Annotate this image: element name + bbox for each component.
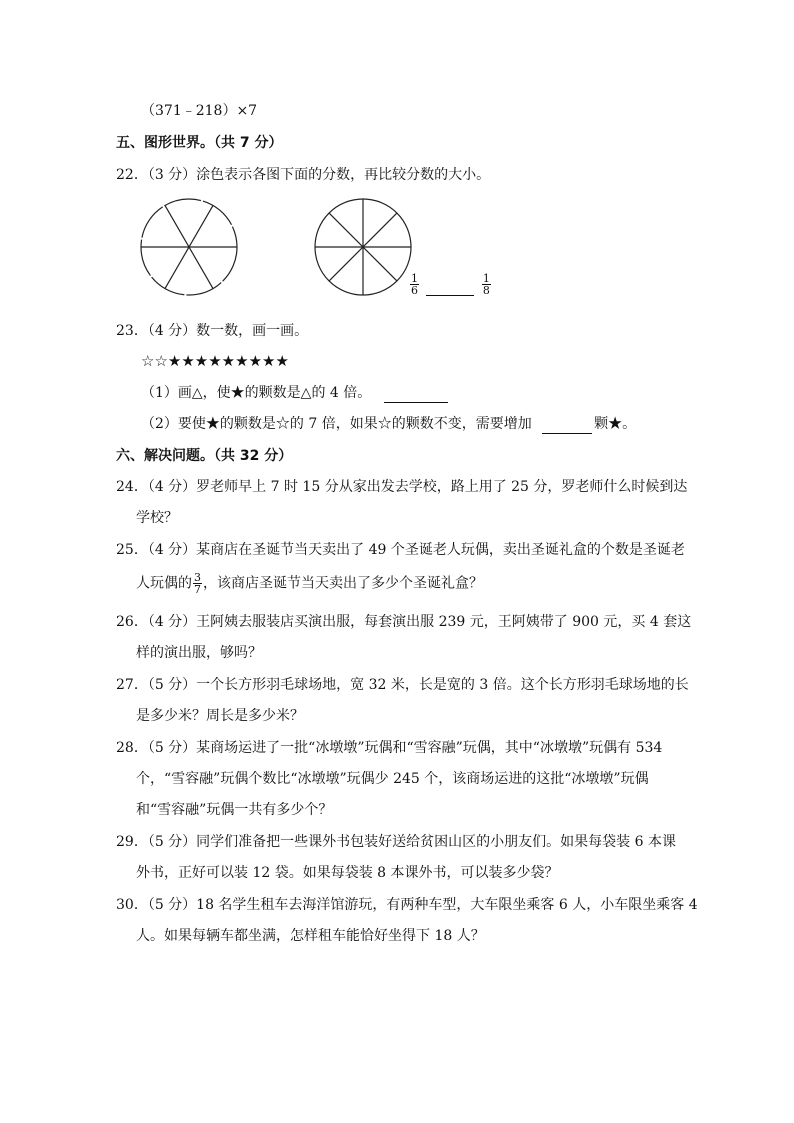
circle-six-parts <box>138 196 240 298</box>
section6-title: 六、解决问题。（共 32 分） <box>116 448 293 464</box>
q23-sub2 <box>141 414 636 434</box>
q25-line2 <box>136 572 483 595</box>
q26-line2: 样的演出服，够吗？ <box>136 645 262 661</box>
q25-line2-b: ，该商店圣诞节当天卖出了多少个圣诞礼盒？ <box>203 575 483 592</box>
q28-line3: 和“雪容融”玩偶一共有多少个？ <box>136 802 333 818</box>
q25-line2-a: 人玩偶的 <box>136 575 192 592</box>
q23-sub1 <box>141 383 448 403</box>
q23-sub2-text-b: 颗★。 <box>594 416 637 432</box>
fraction-one-sixth: $\frac{1}{6}$ <box>411 272 418 297</box>
q23-text: 数一数，画一画。 <box>196 323 309 339</box>
q29-line1: 29．（5 分）同学们准备把一些课外书包装好送给贫困山区的小朋友们。如果每袋装 6 本课 <box>116 834 676 850</box>
q30-line1: 30．（5 分）18 名学生租车去海洋馆游玩，有两种车型，大车限坐乘客 6 人，小车限坐乘客 4 <box>116 897 698 913</box>
q24-line2: 学校？ <box>136 510 178 526</box>
q28-line1: 28．（5 分）某商场运进了一批“冰墩墩”玩偶和“雪容融”玩偶，其中“冰墩墩”玩偶有 534 <box>116 740 663 756</box>
q23 <box>116 321 308 341</box>
fraction-one-eighth: $\frac{1}{8}$ <box>482 272 490 297</box>
q25-line1: 25．（4 分）某商店在圣诞节当天卖出了 49 个圣诞老人玩偶，卖出圣诞礼盒的个数是圣诞老 <box>116 542 685 558</box>
q22-prefix: 22．（3 分） <box>116 167 197 183</box>
q23-sub1-text: （1）画△，使★的颗数是△的 4 倍。 <box>141 385 372 401</box>
q27-line1: 27．（5 分）一个长方形羽毛球场地，宽 32 米，长是宽的 3 倍。这个长方形羽毛球场地的长 <box>116 677 689 693</box>
circle-eight-parts <box>312 196 414 298</box>
section5-title: 五、图形世界。（共 7 分） <box>116 135 283 151</box>
comparison-blank[interactable] <box>426 281 474 296</box>
q22 <box>116 165 490 185</box>
fraction-three-sevenths: $\frac{3}{7}$ <box>194 571 201 596</box>
q29-line2: 外书，正好可以装 12 袋。如果每袋装 8 本课外书，可以装多少袋？ <box>136 865 559 881</box>
fraction-comparison <box>409 273 492 296</box>
q27-line2: 是多少米？周长是多少米？ <box>136 708 304 724</box>
sub1-answer-blank[interactable] <box>384 386 448 403</box>
q23-sub2-text-a: （2）要使★的颗数是☆的 7 倍，如果☆的颗数不变，需要增加 <box>141 416 532 432</box>
sub2-answer-blank[interactable] <box>542 417 592 434</box>
q24-line1: 24．（4 分）罗老师早上 7 时 15 分从家出发去学校，路上用了 25 分，罗老师什么时候到达 <box>116 479 688 495</box>
q26-line1: 26．（4 分）王阿姨去服装店买演出服，每套演出服 239 元，王阿姨带了 900 元，买 4 套这 <box>116 614 692 630</box>
q22-text: 涂色表示各图下面的分数，再比较分数的大小。 <box>196 167 491 183</box>
q28-line2: 个，“雪容融”玩偶个数比“冰墩墩”玩偶少 245 个，该商场运进的这批“冰墩墩”玩偶 <box>136 771 649 787</box>
q23-prefix: 23．（4 分） <box>116 323 197 339</box>
stars-row: ☆☆★★★★★★★★★ <box>141 352 289 370</box>
top-expression: （371﹣218）×7 <box>141 103 258 119</box>
q30-line2: 人。如果每辆车都坐满，怎样租车能恰好坐得下 18 人？ <box>136 928 485 944</box>
